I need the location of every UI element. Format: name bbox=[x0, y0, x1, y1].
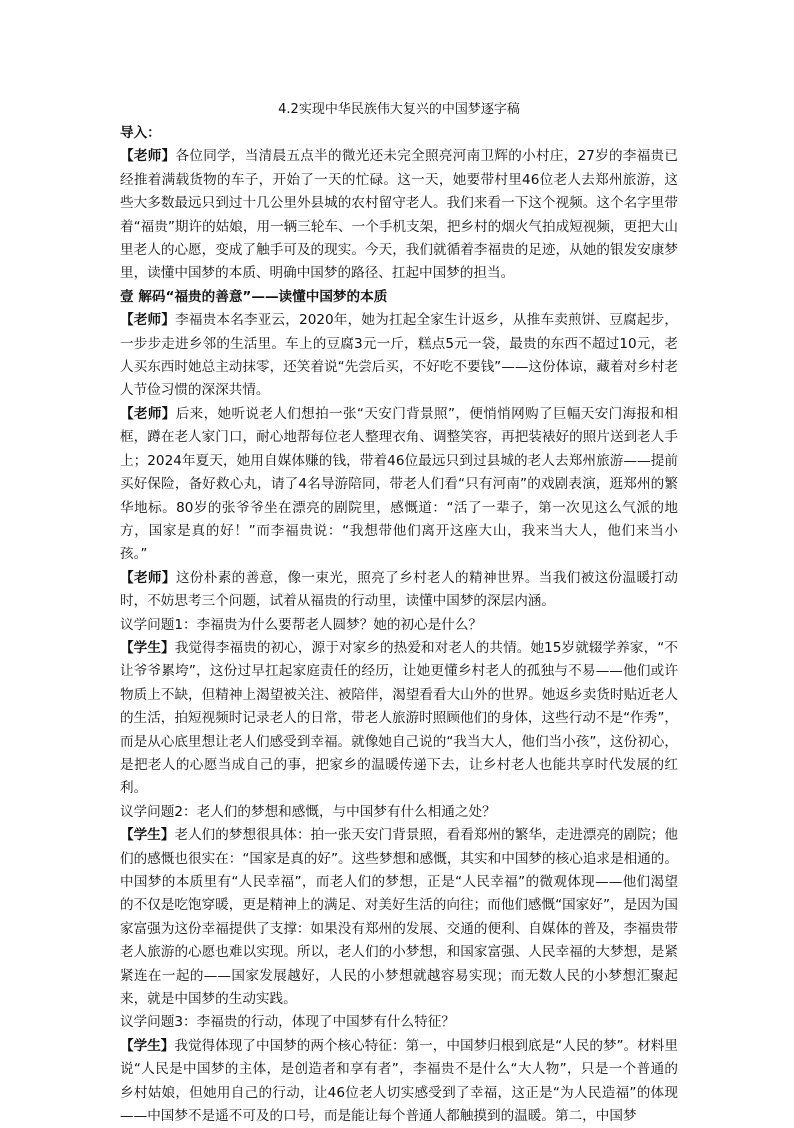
intro-label: 导入： bbox=[120, 125, 161, 141]
speaker-label: 【老师】 bbox=[120, 405, 176, 422]
teacher-paragraph bbox=[120, 309, 678, 403]
speaker-label: 【老师】 bbox=[120, 148, 176, 165]
answer-text: 我觉得李福贵的初心，源于对家乡的热爱和对老人的共情。她15岁就辍学养家，“不让爷爷累垮”，这份过早扛起家庭责任的经历，让她更懂乡村老人的孤独与不易——他们或许物质上不缺，但精神上渴望被关注、被陪伴，渴望看看大山外的世界。她返乡卖货时贴近老人的生活，拍短视频时记录老人的日常，带老人旅游时照顾他们的身体，这些行动不是“作秀”，而是从心底里想让老人们感受到幸福。就像她自己说的“我当大人，他们当小孩”，这份初心，是把老人的心愿当成自己的事，把家乡的温暖传递下去，让乡村老人也能共享时代发展的红利。 bbox=[120, 639, 679, 797]
discussion-question: 议学问题1：李福贵为什么要帮老人圆梦？她的初心是什么？ bbox=[120, 616, 483, 633]
document-title: 4.2实现中华民族伟大复兴的中国梦逐字稿 bbox=[278, 102, 520, 117]
speaker-label: 【老师】 bbox=[120, 569, 176, 586]
answer-text: 老人们的梦想很具体：拍一张天安门背景照，看看郑州的繁华，走进漂亮的剧院；他们的感慨也很实在：“国家是真的好”。这些梦想和感慨，其实和中国梦的核心追求是相通的。中国梦的本质里有“人民幸福”，而老人们的梦想，正是“人民幸福”的微观体现——他们渴望的不仅是吃饱穿暖，更是精神上的满足、对美好生活的向往；而他们感慨“国家好”，是因为国家富强为这份幸福提供了支撑：如果没有郑州的发展、交通的便利、自媒体的普及，李福贵带老人旅游的心愿也难以实现。所以，老人们的小梦想，和国家富强、人民幸福的大梦想，是紧紧连在一起的——国家发展越好，人民的小梦想就越容易实现；而无数人民的小梦想汇聚起来，就是中国梦的生动实践。 bbox=[120, 827, 679, 1008]
paragraph-text: 这份朴素的善意，像一束光，照亮了乡村老人的精神世界。当我们被这份温暖打动时，不妨思考三个问题，试着从福贵的行动里，读懂中国梦的深层内涵。 bbox=[120, 569, 679, 610]
discussion-question: 议学问题3：李福贵的行动，体现了中国梦有什么特征？ bbox=[120, 1014, 455, 1031]
speaker-label: 【老师】 bbox=[120, 312, 176, 329]
speaker-label: 【学生】 bbox=[120, 1037, 175, 1054]
student-answer bbox=[120, 637, 678, 801]
intro-paragraph bbox=[120, 145, 678, 285]
teacher-paragraph bbox=[120, 403, 678, 567]
paragraph-text: 李福贵本名李亚云，2020年，她为扛起全家生计返乡，从推车卖煎饼、豆腐起步，一步步走进乡邻的生活里。车上的豆腐3元一斤，糕点5元一袋，最贵的东西不超过10元，老人买东西时她总主动抹零，还笑着说“先尝后买，不好吃不要钱”——这份体谅，藏着对乡村老人节俭习惯的深深共情。 bbox=[120, 312, 679, 399]
student-answer bbox=[120, 1035, 678, 1128]
paragraph-text: 各位同学，当清晨五点半的微光还未完全照亮河南卫辉的小村庄，27岁的李福贵已经推着满载货物的车子，开始了一天的忙碌。这一天，她要带村里46位老人去郑州旅游，这些大多数最远只到过十几公里外县城的农村留守老人。我们来看一下这个视频。这个名字里带着“福贵”期许的姑娘，用一辆三轮车、一个手机支架，把乡村的烟火气拍成短视频，更把大山里老人的心愿，变成了触手可及的现实。今天，我们就循着李福贵的足迹，从她的银发安康梦里，读懂中国梦的本质、明确中国梦的路径、扛起中国梦的担当。 bbox=[120, 148, 679, 282]
document-page bbox=[120, 100, 678, 1128]
answer-text: 我觉得体现了中国梦的两个核心特征：第一，中国梦归根到底是“人民的梦”。材料里说“人民是中国梦的主体，是创造者和享有者”，李福贵不是什么“大人物”，只是一个普通的乡村姑娘，但她用自己的行动，让46位老人切实感受到了幸福，这正是“为人民造福”的体现——中国梦不是遥不可及的口号，而是能让每个普通人都触摸到的温暖。第二，中国梦 bbox=[120, 1037, 678, 1125]
paragraph-text: 后来，她听说老人们想拍一张“天安门背景照”，便悄悄网购了巨幅天安门海报和相框，蹲在老人家门口，耐心地帮每位老人整理衣角、调整笑容，再把装裱好的照片送到老人手上；2024年夏天，她用自媒体赚的钱，带着46位最远只到过县城的老人去郑州旅游——提前买好保险，备好救心丸，请了4名导游陪同，带老人们看“只有河南”的戏剧表演，逛郑州的繁华地标。80岁的张爷爷坐在漂亮的剧院里，感慨道：“活了一辈子，第一次见这么气派的地方，国家是真的好！”而李福贵说：“我想带他们离开这座大山，我来当大人，他们来当小孩。” bbox=[120, 405, 678, 563]
teacher-paragraph bbox=[120, 567, 678, 614]
section-heading: 壹 解码“福贵的善意”——读懂中国梦的本质 bbox=[120, 288, 388, 305]
speaker-label: 【学生】 bbox=[120, 827, 175, 844]
discussion-question: 议学问题2：老人们的梦想和感慨，与中国梦有什么相通之处？ bbox=[120, 803, 496, 820]
student-answer bbox=[120, 824, 678, 1011]
speaker-label: 【学生】 bbox=[120, 639, 175, 656]
